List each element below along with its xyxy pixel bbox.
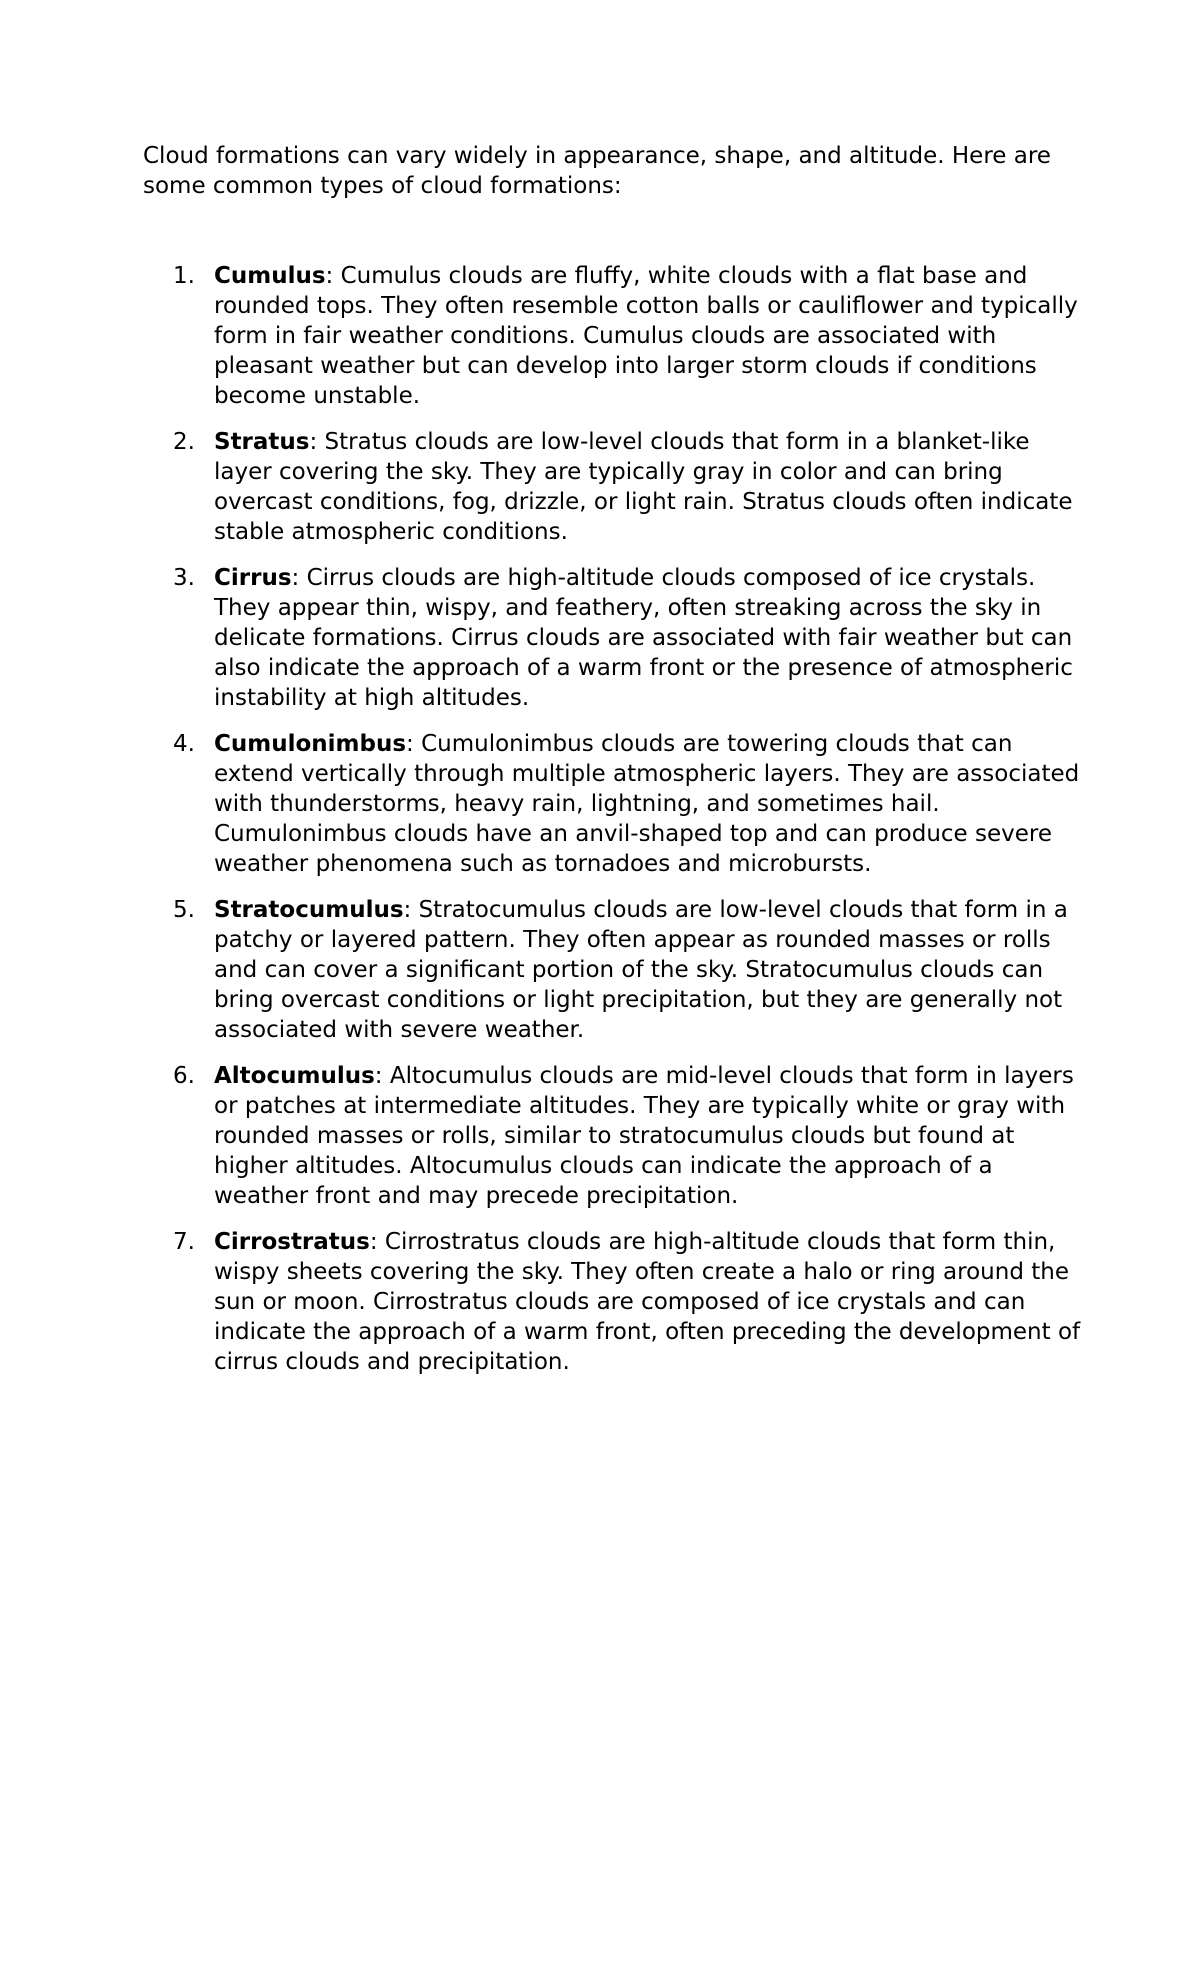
list-item-description: : Cirrus clouds are high-altitude clouds composed of ice crystals. They appear thin, wispy, and feathery, often streaking across the sky in delicate formations. Cirrus clouds are associated with fair weather but can also indicate the approach of a warm front or the presence of atmospheric instability at high altitudes. [214, 565, 1073, 711]
list-item [143, 1061, 1083, 1211]
list-item [143, 261, 1083, 411]
list-item [143, 729, 1083, 879]
list-item-term: Cirrostratus [214, 1229, 370, 1255]
list-item-number: 3. [173, 565, 195, 591]
list-item-number: 2. [173, 429, 195, 455]
list-item-term: Stratus [214, 429, 310, 455]
list-item-description: : Cirrostratus clouds are high-altitude clouds that form thin, wispy sheets covering the sky. They often create a halo or ring around the sun or moon. Cirrostratus clouds are composed of ice crystals and can indicate the approach of a warm front, often preceding the development of cirrus clouds and precipitation. [214, 1229, 1081, 1375]
list-item-description: : Cumulonimbus clouds are towering clouds that can extend vertically through multiple atmospheric layers. They are associated with thunderstorms, heavy rain, lightning, and sometimes hail. Cumulonimbus clouds have an anvil-shaped top and can produce severe weather phenomena such as tornadoes and microbursts. [214, 731, 1080, 877]
list-item-term: Cumulus [214, 263, 326, 289]
list-item-term: Cirrus [214, 565, 292, 591]
list-item-description: : Stratus clouds are low-level clouds that form in a blanket-like layer covering the sky. They are typically gray in color and can bring overcast conditions, fog, drizzle, or light rain. Stratus clouds often indicate stable atmospheric conditions. [214, 429, 1073, 545]
list-item-term: Stratocumulus [214, 897, 404, 923]
list-item-number: 4. [173, 731, 195, 757]
list-item [143, 427, 1083, 547]
list-item-description: : Altocumulus clouds are mid-level clouds that form in layers or patches at intermediate altitudes. They are typically white or gray with rounded masses or rolls, similar to stratocumulus clouds but found at higher altitudes. Altocumulus clouds can indicate the approach of a weather front and may precede precipitation. [214, 1063, 1074, 1209]
list-item [143, 895, 1083, 1045]
list-item-description: : Cumulus clouds are fluffy, white clouds with a flat base and rounded tops. They often resemble cotton balls or cauliflower and typically form in fair weather conditions. Cumulus clouds are associated with pleasant weather but can develop into larger storm clouds if conditions become unstable. [214, 263, 1078, 409]
list-item [143, 1227, 1083, 1377]
list-item-number: 6. [173, 1063, 195, 1089]
document-body [143, 141, 1083, 1393]
cloud-types-list [143, 261, 1083, 1377]
list-item-number: 5. [173, 897, 195, 923]
list-item [143, 563, 1083, 713]
list-item-term: Altocumulus [214, 1063, 375, 1089]
list-item-number: 1. [173, 263, 195, 289]
list-item-number: 7. [173, 1229, 195, 1255]
list-item-description: : Stratocumulus clouds are low-level clouds that form in a patchy or layered pattern. They often appear as rounded masses or rolls and can cover a significant portion of the sky. Stratocumulus clouds can bring overcast conditions or light precipitation, but they are generally not associated with severe weather. [214, 897, 1068, 1043]
intro-paragraph: Cloud formations can vary widely in appearance, shape, and altitude. Here are some common types of cloud formations: [143, 143, 1051, 199]
list-item-term: Cumulonimbus [214, 731, 407, 757]
